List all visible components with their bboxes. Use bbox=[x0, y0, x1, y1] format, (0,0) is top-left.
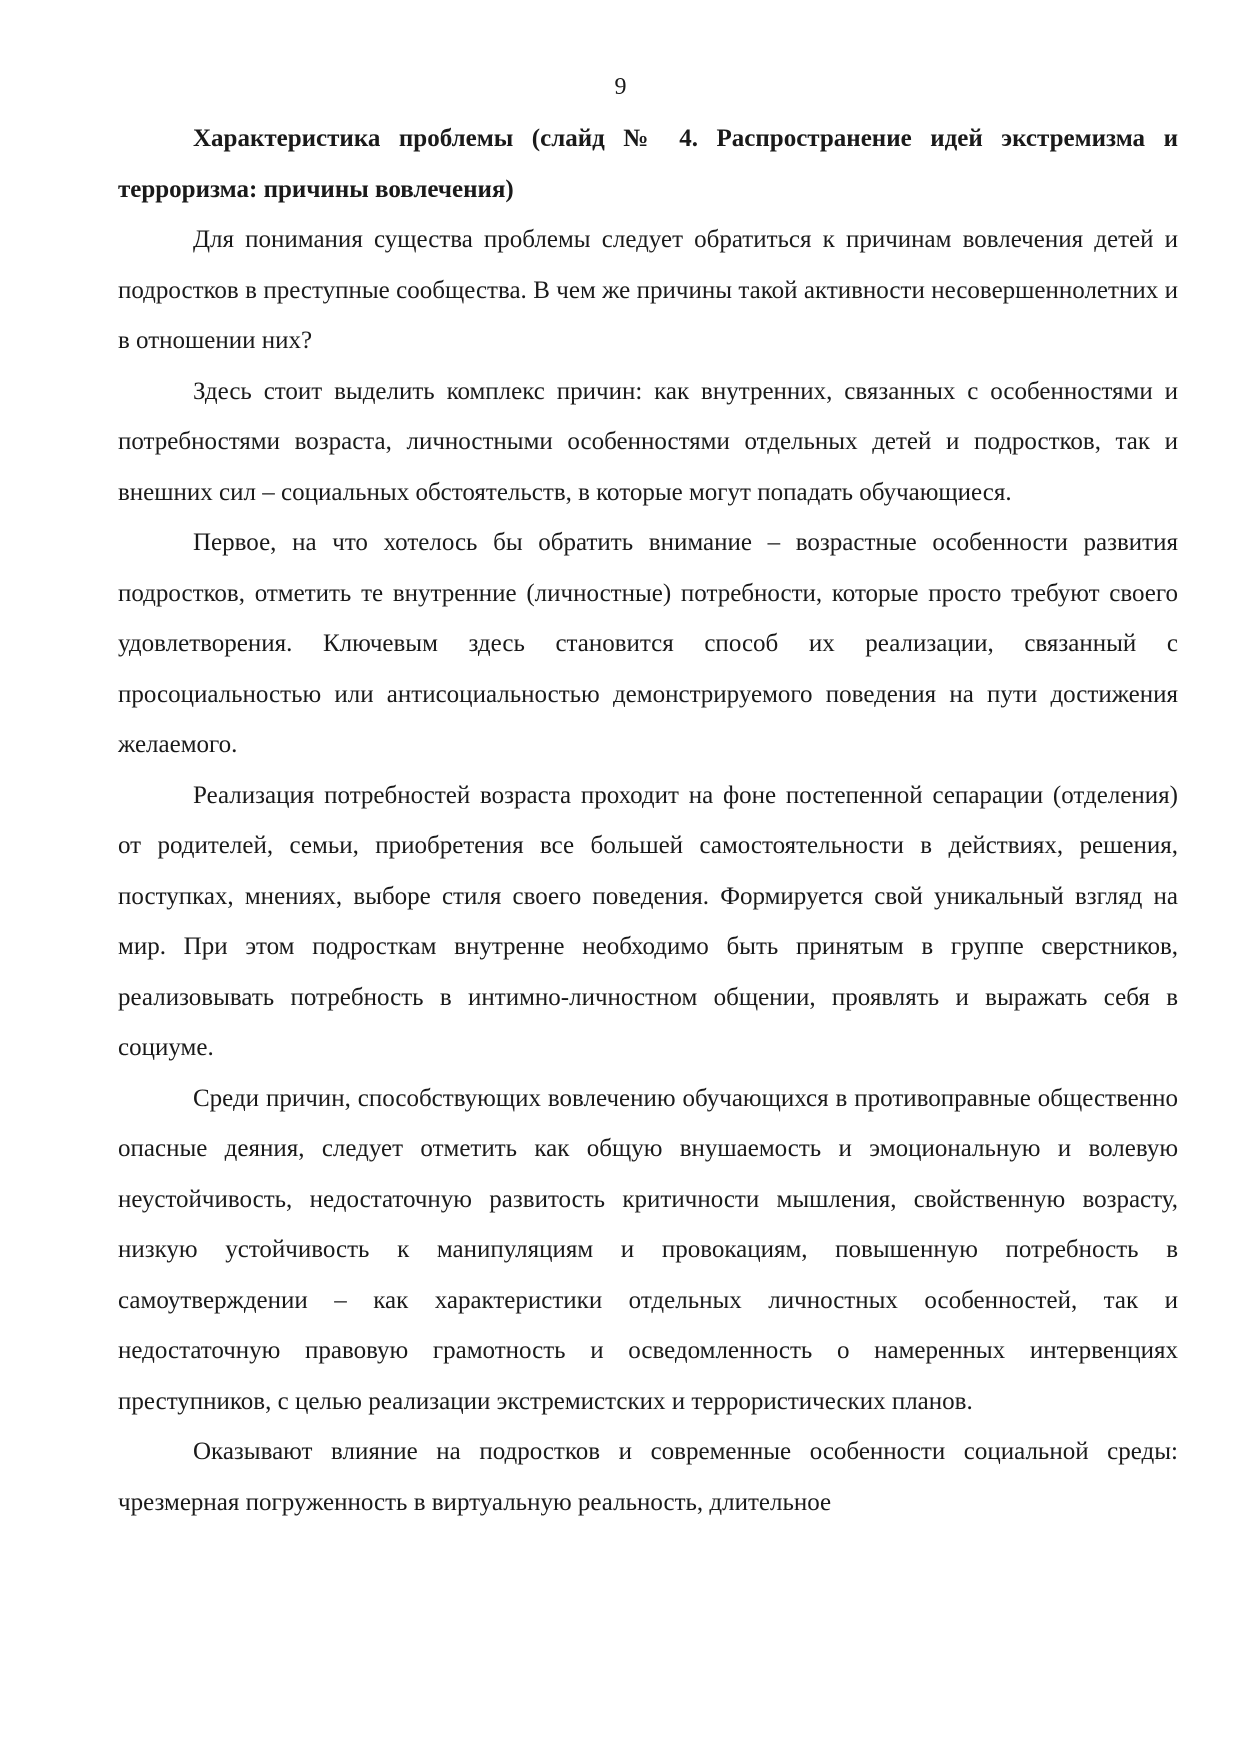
paragraph: Среди причин, способствующих вовлечению обучающихся в противоправные общественно опасные деяния, следует отметить как общую внушаемость и эмоциональную и волевую неустойчивость, недостаточную развитость критичности мышления, свойственную возрасту, низкую устойчивость к манипуляциям и провокациям, повышенную потребность в самоутверждении – как характеристики отдельных личностных особенностей, так и недостаточную правовую грамотность и осведомленность о намеренных интервенциях преступников, с целью реализации экстремистских и террористических планов. bbox=[118, 1084, 1178, 1415]
paragraph: Здесь стоит выделить комплекс причин: как внутренних, связанных с особенностями и потребностями возраста, личностными особенностями отдельных детей и подростков, так и внешних сил – социальных обстоятельств, в которые могут попадать обучающиеся. bbox=[118, 377, 1178, 506]
paragraph: Оказывают влияние на подростков и современные особенности социальной среды: чрезмерная погруженность в виртуальную реальность, длительное bbox=[118, 1438, 1178, 1516]
document-body bbox=[118, 114, 1178, 1528]
section-heading: Характеристика проблемы (слайд № 4. Распространение идей экстремизма и терроризма: причины вовлечения) bbox=[118, 125, 1178, 203]
paragraph: Первое, на что хотелось бы обратить внимание – возрастные особенности развития подростков, отметить те внутренние (личностные) потребности, которые просто требуют своего удовлетворения. Ключевым здесь становится способ их реализации, связанный с просоциальностью или антисоциальностью демонстрируемого поведения на пути достижения желаемого. bbox=[118, 529, 1178, 758]
paragraph: Реализация потребностей возраста проходит на фоне постепенной сепарации (отделения) от родителей, семьи, приобретения все большей самостоятельности в действиях, решения, поступках, мнениях, выборе стиля своего поведения. Формируется свой уникальный взгляд на мир. При этом подросткам внутренне необходимо быть принятым в группе сверстников, реализовывать потребность в интимно-личностном общении, проявлять и выражать себя в социуме. bbox=[118, 781, 1178, 1061]
page-number: 9 bbox=[614, 74, 627, 100]
paragraph: Для понимания существа проблемы следует обратиться к причинам вовлечения детей и подростков в преступные сообщества. В чем же причины такой активности несовершеннолетних и в отношении них? bbox=[118, 226, 1178, 354]
